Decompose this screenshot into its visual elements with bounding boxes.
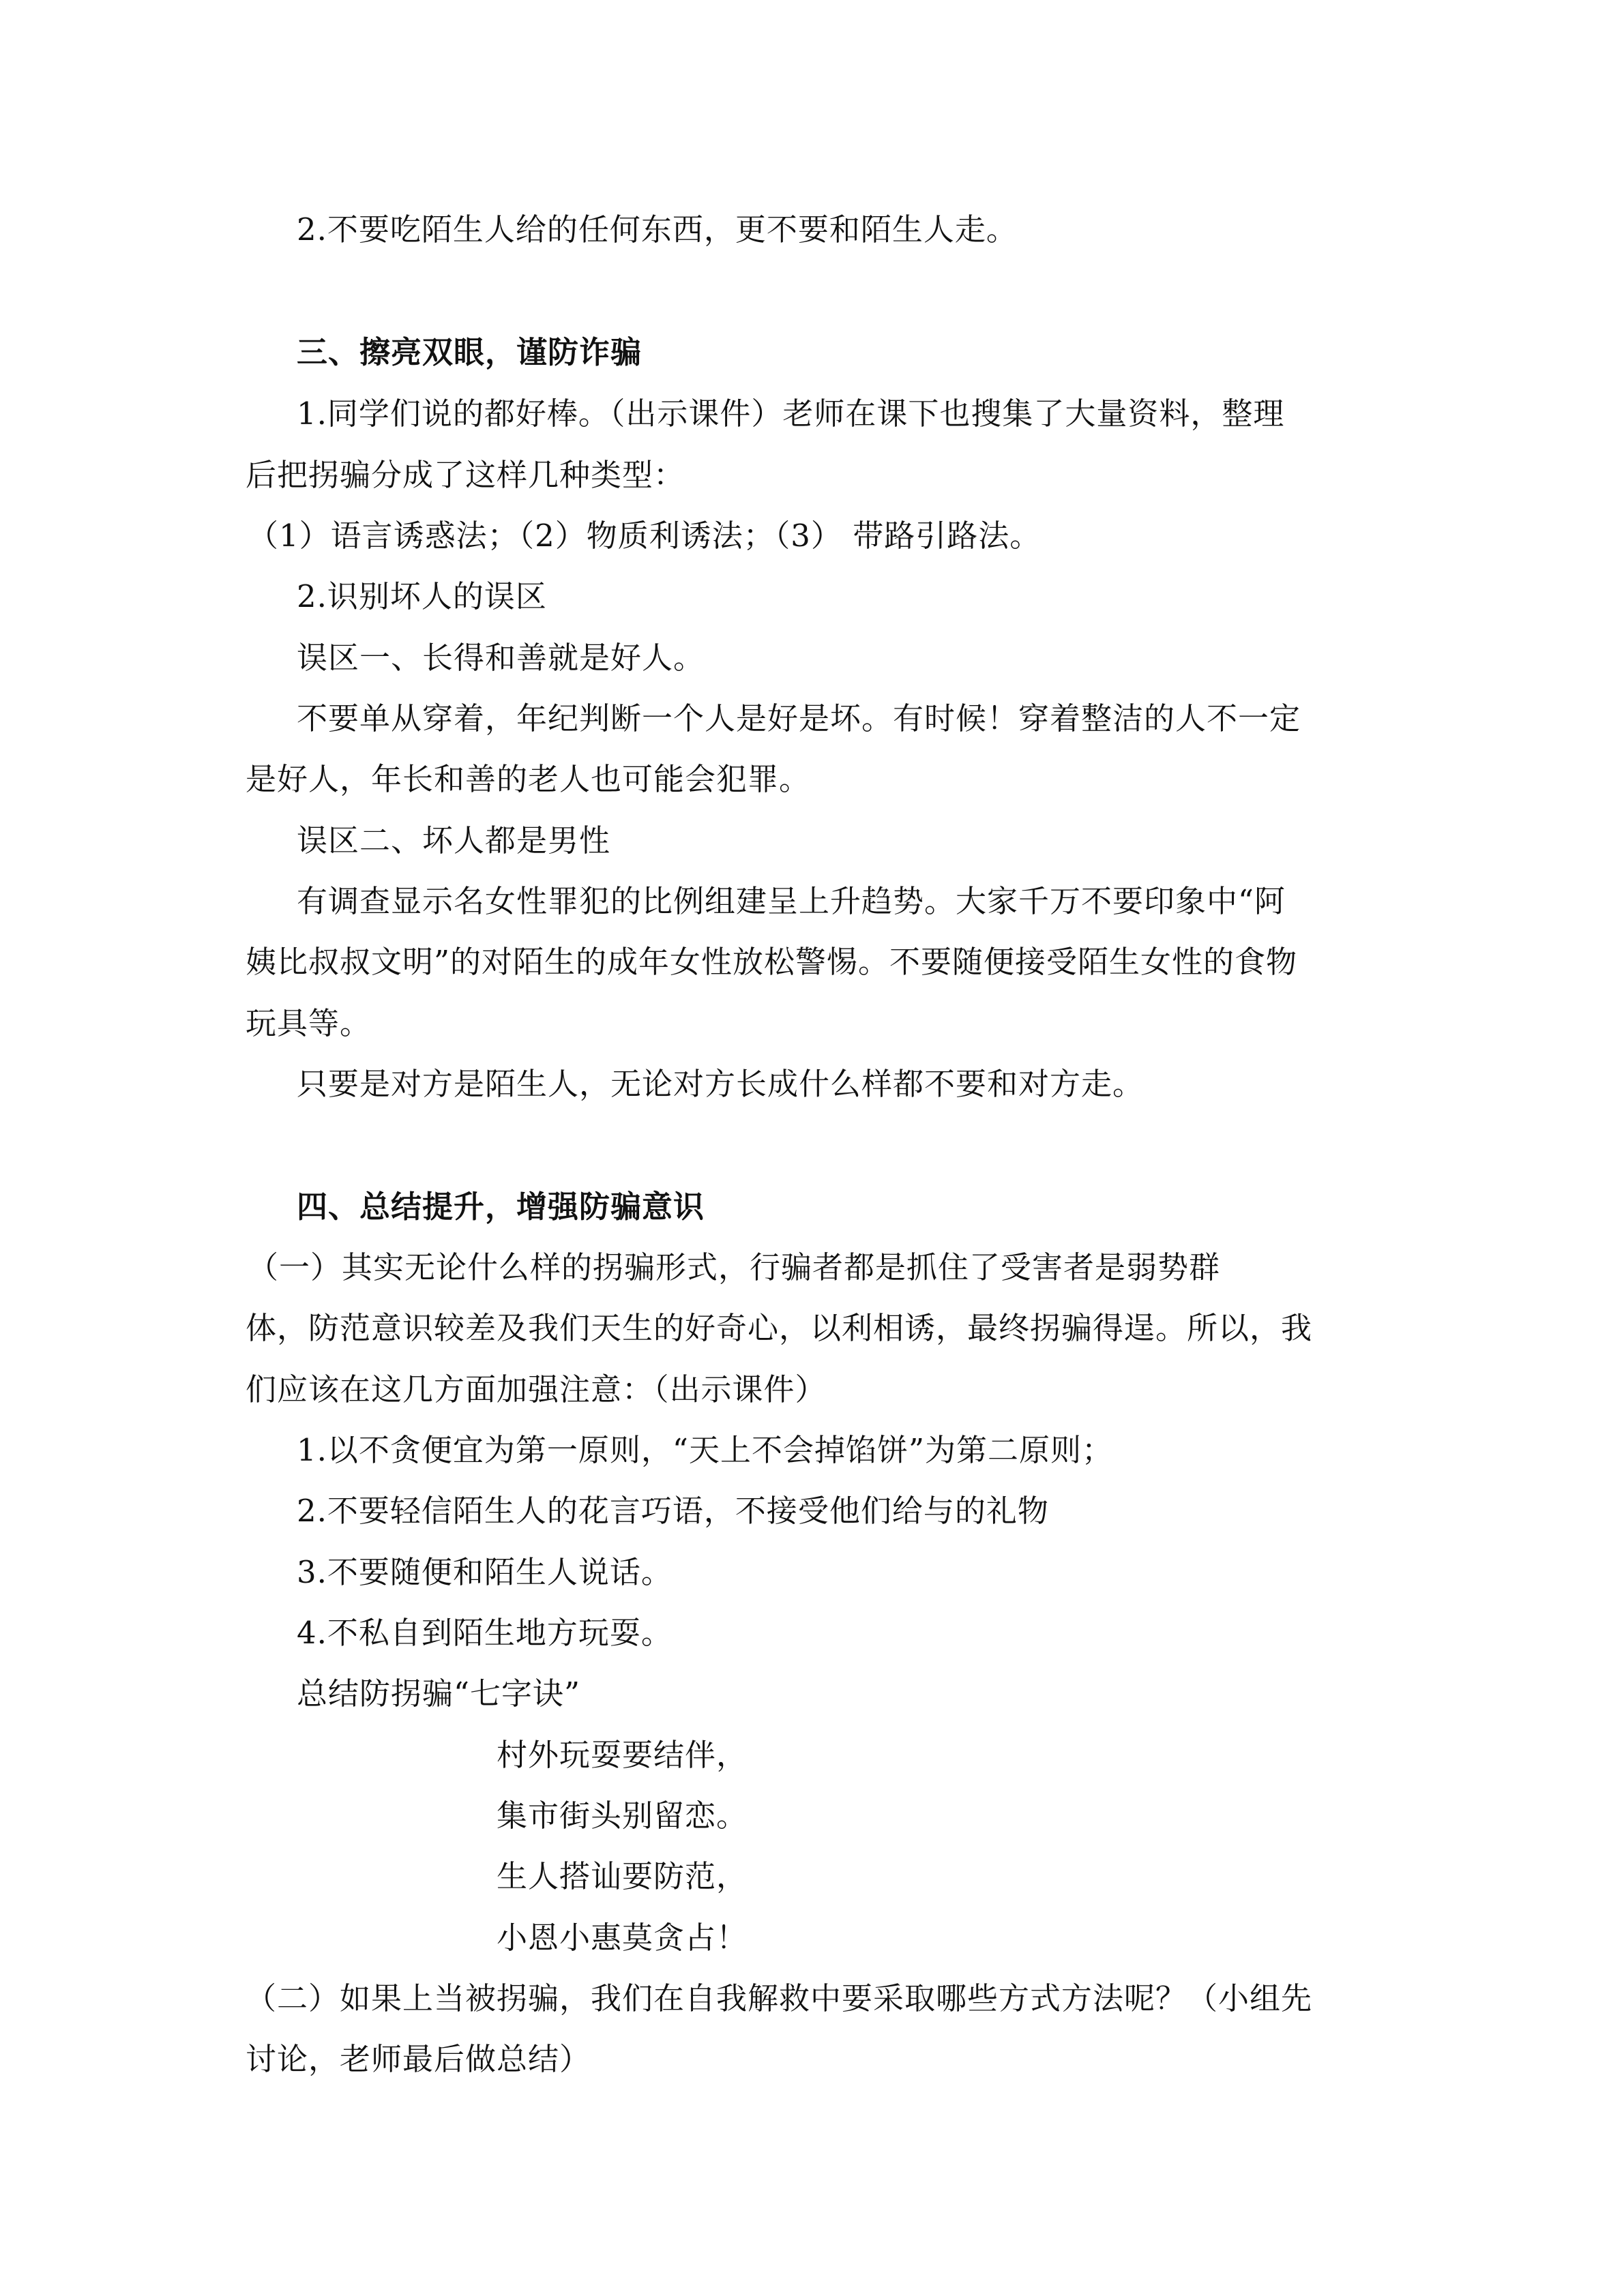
paragraph-line: 讨论，老师最后做总结） xyxy=(246,2041,591,2077)
list-item: 1.以不贪便宜为第一原则，“天上不会掉馅饼”为第二原则； xyxy=(297,1432,1113,1468)
list-item: 3.不要随便和陌生人说话。 xyxy=(297,1554,673,1590)
section-heading-4: 四、总结提升，增强防骗意识 xyxy=(297,1189,705,1225)
paragraph-line: 不要单从穿着，年纪判断一个人是好是坏。有时候！穿着整洁的人不一定 xyxy=(297,700,1301,736)
paragraph-line: 误区二、坏人都是男性 xyxy=(297,822,611,859)
section-heading-3: 三、擦亮双眼，谨防诈骗 xyxy=(297,334,643,370)
paragraph-line: 1.同学们说的都好棒。（出示课件）老师在课下也搜集了大量资料，整理 xyxy=(297,396,1285,432)
paragraph-line: 2.识别坏人的误区 xyxy=(297,578,547,614)
paragraph-line: 只要是对方是陌生人，无论对方长成什么样都不要和对方走。 xyxy=(297,1066,1145,1102)
paragraph-line: 后把拐骗分成了这样几种类型： xyxy=(246,457,685,493)
fraud-types-list: （1）语言诱惑法；（2）物质利诱法；（3） 带路引路法。 xyxy=(248,518,1042,554)
paragraph-line: 总结防拐骗“七字诀” xyxy=(297,1675,581,1712)
paragraph-line: 有调查显示名女性罪犯的比例组建呈上升趋势。大家千万不要印象中“阿 xyxy=(297,883,1286,919)
paragraph-line: 体，防范意识较差及我们天生的好奇心，以利相诱，最终拐骗得逞。所以，我 xyxy=(246,1310,1313,1346)
verse-line: 集市街头别留恋。 xyxy=(497,1798,748,1834)
paragraph-line: 姨比叔叔文明”的对陌生的成年女性放松警惕。不要随便接受陌生女性的食物 xyxy=(246,944,1298,980)
paragraph-line: （二）如果上当被拐骗，我们在自我解救中要采取哪些方式方法呢？（小组先 xyxy=(246,1980,1313,2016)
paragraph-line: （一）其实无论什么样的拐骗形式，行骗者都是抓住了受害者是弱势群 xyxy=(248,1249,1221,1285)
verse-line: 小恩小惠莫贪占！ xyxy=(497,1920,748,1956)
list-item: 4.不私自到陌生地方玩耍。 xyxy=(297,1615,673,1651)
list-item: 2.不要轻信陌生人的花言巧语，不接受他们给与的礼物 xyxy=(297,1493,1049,1529)
paragraph-line: 是好人，年长和善的老人也可能会犯罪。 xyxy=(246,761,811,797)
paragraph-line: 们应该在这几方面加强注意：（出示课件） xyxy=(246,1371,827,1407)
paragraph-line: 玩具等。 xyxy=(246,1005,372,1041)
paragraph-line: 误区一、长得和善就是好人。 xyxy=(297,640,705,676)
verse-line: 村外玩耍要结伴， xyxy=(497,1737,748,1773)
verse-line: 生人搭讪要防范， xyxy=(497,1858,748,1894)
list-item-no-food: 2.不要吃陌生人给的任何东西，更不要和陌生人走。 xyxy=(297,211,1018,248)
